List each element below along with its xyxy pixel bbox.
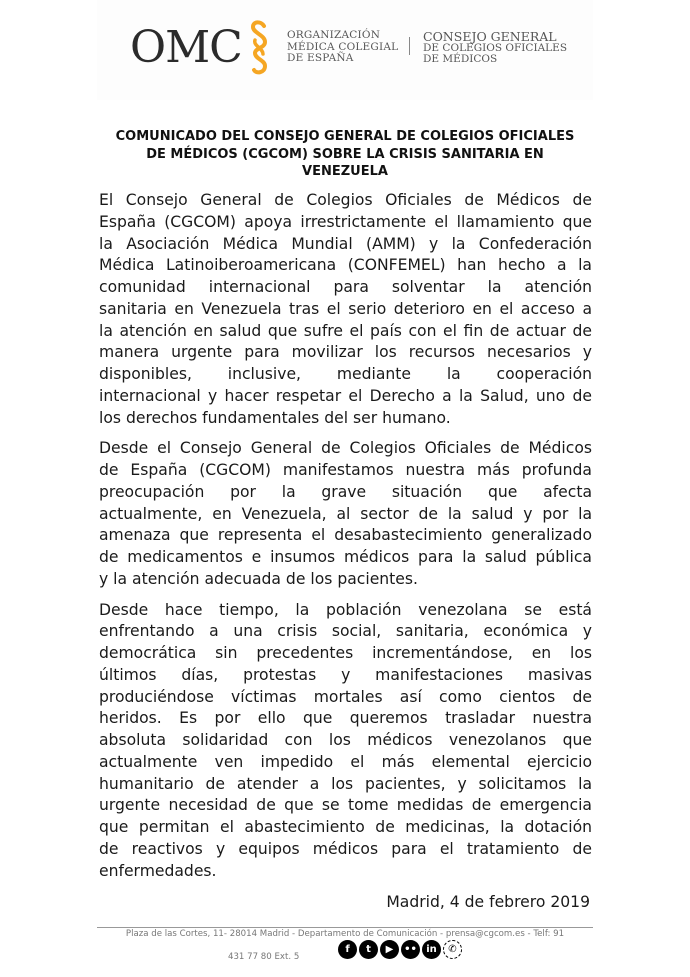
logo-org-line: DE ESPAÑA xyxy=(287,52,354,64)
footer-divider xyxy=(97,927,593,928)
paragraph-line: manera urgente para movilizar los recursos necesarios y xyxy=(99,343,592,362)
paragraph-line: últimos días, protestas y manifestaciones masivas xyxy=(99,665,592,684)
logo-org-text xyxy=(287,30,398,65)
paragraph-line: produciéndose víctimas mortales así como cientos de xyxy=(99,687,592,706)
heading-line: VENEZUELA xyxy=(302,164,388,179)
social-icons xyxy=(338,940,462,959)
paragraph-line: la Asociación Médica Mundial (AMM) y la Confederación xyxy=(99,234,592,253)
heading-line: COMUNICADO DEL CONSEJO GENERAL DE COLEGIOS OFICIALES xyxy=(115,129,575,144)
paragraph-line: los derechos fundamentales del ser humano. xyxy=(99,408,451,427)
facebook-icon[interactable]: f xyxy=(338,940,357,959)
logo-cgcom-line: CONSEJO GENERAL xyxy=(423,29,557,44)
footer-address: Plaza de las Cortes, 11- 28014 Madrid - Departamento de Comunicación - prensa@cgcom.es - Telf: 91 xyxy=(125,929,565,939)
paragraph-line: la atención en salud que sufre el país con el fin de actuar de xyxy=(99,321,592,340)
paragraph-line: Desde hace tiempo, la población venezolana se está xyxy=(99,600,592,619)
paragraph-line: democrática sin precedentes incrementándose, en los xyxy=(99,644,592,662)
paragraph-line: enfermedades. xyxy=(99,861,217,880)
document-body xyxy=(99,190,592,891)
paragraph-line: actualmente ven impedido el más elemental ejercicio xyxy=(99,752,592,771)
paragraph-line: sanitaria en Venezuela tras el serio deterioro en el acceso a xyxy=(99,299,592,318)
paragraph-line: internacional y hacer respetar el Derecho a la Salud, uno de xyxy=(99,386,592,405)
paragraph-line: Desde el Consejo General de Colegios Oficiales de Médicos xyxy=(99,439,592,458)
paragraph-line: de España (CGCOM) manifestamos nuestra más profunda xyxy=(99,461,592,479)
paragraph-line: Médica Latinoiberoamericana (CONFEMEL) han hecho a la xyxy=(99,256,592,275)
paragraph-line: disponibles, inclusive, mediante la cooperación xyxy=(99,365,592,383)
paragraph-line: humanitario de atender a los pacientes, y solicitamos la xyxy=(99,774,592,793)
paragraph-line: heridos. Es por ello que queremos trasladar nuestra xyxy=(99,709,592,728)
footer-phone: 431 77 80 Ext. 5 xyxy=(228,952,300,962)
paragraph xyxy=(99,438,592,590)
youtube-icon[interactable]: ▶ xyxy=(380,940,399,959)
paragraph-line: absoluta solidaridad con los médicos venezolanos que xyxy=(99,731,592,749)
logo-cgcom-line: DE COLEGIOS OFICIALES xyxy=(423,42,568,54)
logo-org-line: ORGANIZACIÓN xyxy=(287,29,381,41)
section-symbol-icon xyxy=(247,20,271,76)
whatsapp-icon[interactable]: ✆ xyxy=(443,940,462,959)
paragraph-line: actualmente, en Venezuela, al sector de la salud y por la xyxy=(99,504,592,523)
paragraph xyxy=(99,600,592,883)
linkedin-icon[interactable]: in xyxy=(422,940,441,959)
paragraph-line: urgente necesidad de que se tome medidas de emergencia xyxy=(99,796,592,815)
paragraph xyxy=(99,190,592,429)
omc-logo-banner xyxy=(97,0,593,100)
paragraph-line: que permitan el abastecimiento de medicinas, la dotación xyxy=(99,818,592,836)
document-heading xyxy=(95,128,595,181)
document-date: Madrid, 4 de febrero 2019 xyxy=(386,893,590,911)
heading-line: DE MÉDICOS (CGCOM) SOBRE LA CRISIS SANITARIA EN xyxy=(146,146,544,162)
paragraph-line: España (CGCOM) apoya irrestrictamente el llamamiento que xyxy=(99,212,592,231)
paragraph-line: y la atención adecuada de los pacientes. xyxy=(99,569,418,588)
paragraph-line: amenaza que representa el desabastecimiento generalizado xyxy=(99,526,592,545)
paragraph-line: preocupación por la grave situación que afecta xyxy=(99,482,592,501)
paragraph-line: de medicamentos e insumos médicos para la salud pública xyxy=(99,548,592,566)
logo-omc-wordmark: OMC xyxy=(130,22,242,73)
logo-cgcom-text xyxy=(423,30,567,65)
twitter-icon[interactable]: t xyxy=(359,940,378,959)
paragraph-line: enfrentando a una crisis social, sanitaria, económica y xyxy=(99,622,592,641)
flickr-icon[interactable]: •• xyxy=(401,940,420,959)
logo-separator xyxy=(409,37,410,55)
logo-org-line: MÉDICA COLEGIAL xyxy=(287,40,399,53)
paragraph-line: de reactivos y equipos médicos para el tratamiento de xyxy=(99,839,592,858)
logo-cgcom-line: DE MÉDICOS xyxy=(423,53,498,65)
paragraph-line: comunidad internacional para solventar la atención xyxy=(99,278,592,296)
paragraph-line: El Consejo General de Colegios Oficiales de Médicos de xyxy=(99,191,592,209)
